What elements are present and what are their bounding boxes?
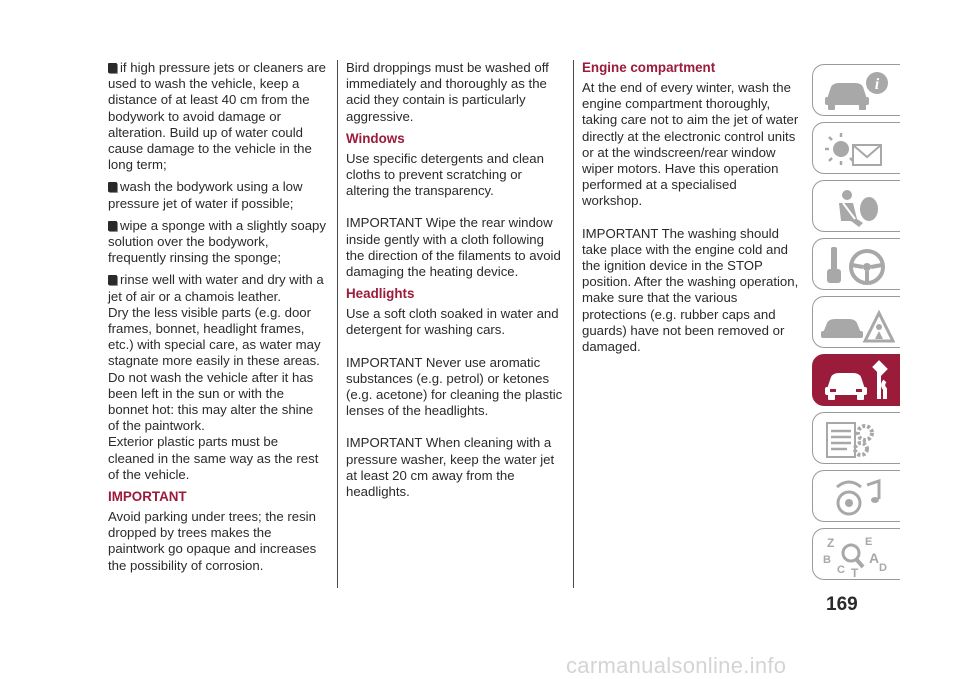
svg-text:D: D — [879, 562, 887, 574]
section-heading-important: IMPORTANT — [108, 489, 187, 505]
index-icon — [819, 533, 895, 577]
svg-text:T: T — [851, 566, 859, 577]
tab-car-info[interactable] — [812, 64, 900, 116]
bullet-item: rinse well with water and dry with a jet of air or a chamois leather. — [108, 272, 324, 304]
warning-lights-messages-icon — [819, 127, 895, 171]
bullet-item: wipe a sponge with a slightly soapy solution over the bodywork, frequently rinsing the sponge; — [108, 217, 326, 266]
checkbox-bullet-icon — [108, 182, 117, 192]
checkbox-bullet-icon — [108, 63, 117, 73]
bullet-item: if high pressure jets or cleaners are used to wash the vehicle, keep a distance of at least 40 cm from the bodywork to avoid damage or alteration. Build up of water could cause damage to the vehicle in the long term; — [108, 60, 326, 173]
section-heading-windows: Windows — [346, 130, 405, 146]
tab-index[interactable] — [812, 528, 900, 580]
paragraph: IMPORTANT Wipe the rear window inside gently with a cloth following the direction of the filaments to avoid damaging the heating device. — [346, 215, 561, 280]
maintenance-care-icon — [819, 359, 895, 403]
bullet-item: wash the bodywork using a low pressure jet of water if possible; — [108, 179, 303, 211]
column-divider — [573, 60, 574, 588]
paragraph: IMPORTANT The washing should take place with the engine cold and the ignition device in the STOP position. After the washing operation, make sure that the various protections (e.g. rubber caps and guards) have not been removed or damaged. — [582, 225, 799, 355]
column-divider — [337, 60, 338, 588]
text-column-1 — [108, 60, 326, 580]
paragraph: Dry the less visible parts (e.g. door frames, bonnet, headlight frames, etc.) with special care, as water may stagnate more easily in these areas. Do not wash the vehicle after it has been left in the sun or with the bonnet hot: this may alter the shine of the paintwork. — [108, 304, 321, 434]
page-number: 169 — [826, 594, 858, 615]
paragraph: Use specific detergents and clean cloths to prevent scratching or altering the transparency. — [346, 150, 544, 199]
starting-driving-icon — [819, 243, 895, 287]
svg-text:B: B — [823, 554, 831, 566]
tab-technical-data[interactable] — [812, 412, 900, 464]
section-heading-headlights: Headlights — [346, 286, 415, 302]
paragraph: At the end of every winter, wash the engine compartment thoroughly, taking care not to aim the jet of water directly at the electronic control units or at the windscreen/rear window wiper motors. Have this operation performed at a specialised workshop. — [582, 80, 799, 209]
paragraph: IMPORTANT When cleaning with a pressure washer, keep the water jet at least 20 cm away from the headlights. — [346, 435, 555, 500]
paragraph: IMPORTANT Never use aromatic substances (e.g. petrol) or ketones (e.g. acetone) for cleaning the plastic lenses of the headlights. — [346, 354, 563, 419]
emergency-icon — [819, 301, 895, 345]
tab-emergency[interactable] — [812, 296, 900, 348]
svg-text:E: E — [865, 536, 873, 548]
multimedia-icon — [819, 475, 895, 519]
svg-text:A: A — [869, 550, 880, 566]
technical-data-icon — [819, 417, 895, 461]
tab-starting-driving[interactable] — [812, 238, 900, 290]
text-column-2 — [346, 60, 564, 506]
text-column-3 — [582, 60, 800, 361]
tab-maintenance-care[interactable] — [812, 354, 900, 406]
section-heading-engine-compartment: Engine compartment — [582, 60, 716, 75]
svg-text:i: i — [874, 76, 880, 93]
paragraph: Exterior plastic parts must be cleaned in the same way as the rest of the vehicle. — [108, 434, 319, 482]
tab-multimedia[interactable] — [812, 470, 900, 522]
tab-safety[interactable] — [812, 180, 900, 232]
svg-text:Z: Z — [827, 536, 835, 550]
svg-text:C: C — [837, 564, 845, 576]
safety-airbag-icon — [819, 185, 895, 229]
watermark: carmanualsonline.info — [566, 653, 787, 678]
checkbox-bullet-icon — [108, 275, 117, 285]
tab-warning-lights[interactable] — [812, 122, 900, 174]
paragraph: Use a soft cloth soaked in water and detergent for washing cars. — [346, 306, 559, 338]
checkbox-bullet-icon — [108, 221, 117, 231]
paragraph: Bird droppings must be washed off immediately and thoroughly as the acid they contain is particularly aggressive. — [346, 60, 549, 124]
car-info-icon — [819, 69, 895, 113]
paragraph: Avoid parking under trees; the resin dropped by trees makes the paintwork go opaque and increases the possibility of corrosion. — [108, 509, 317, 573]
